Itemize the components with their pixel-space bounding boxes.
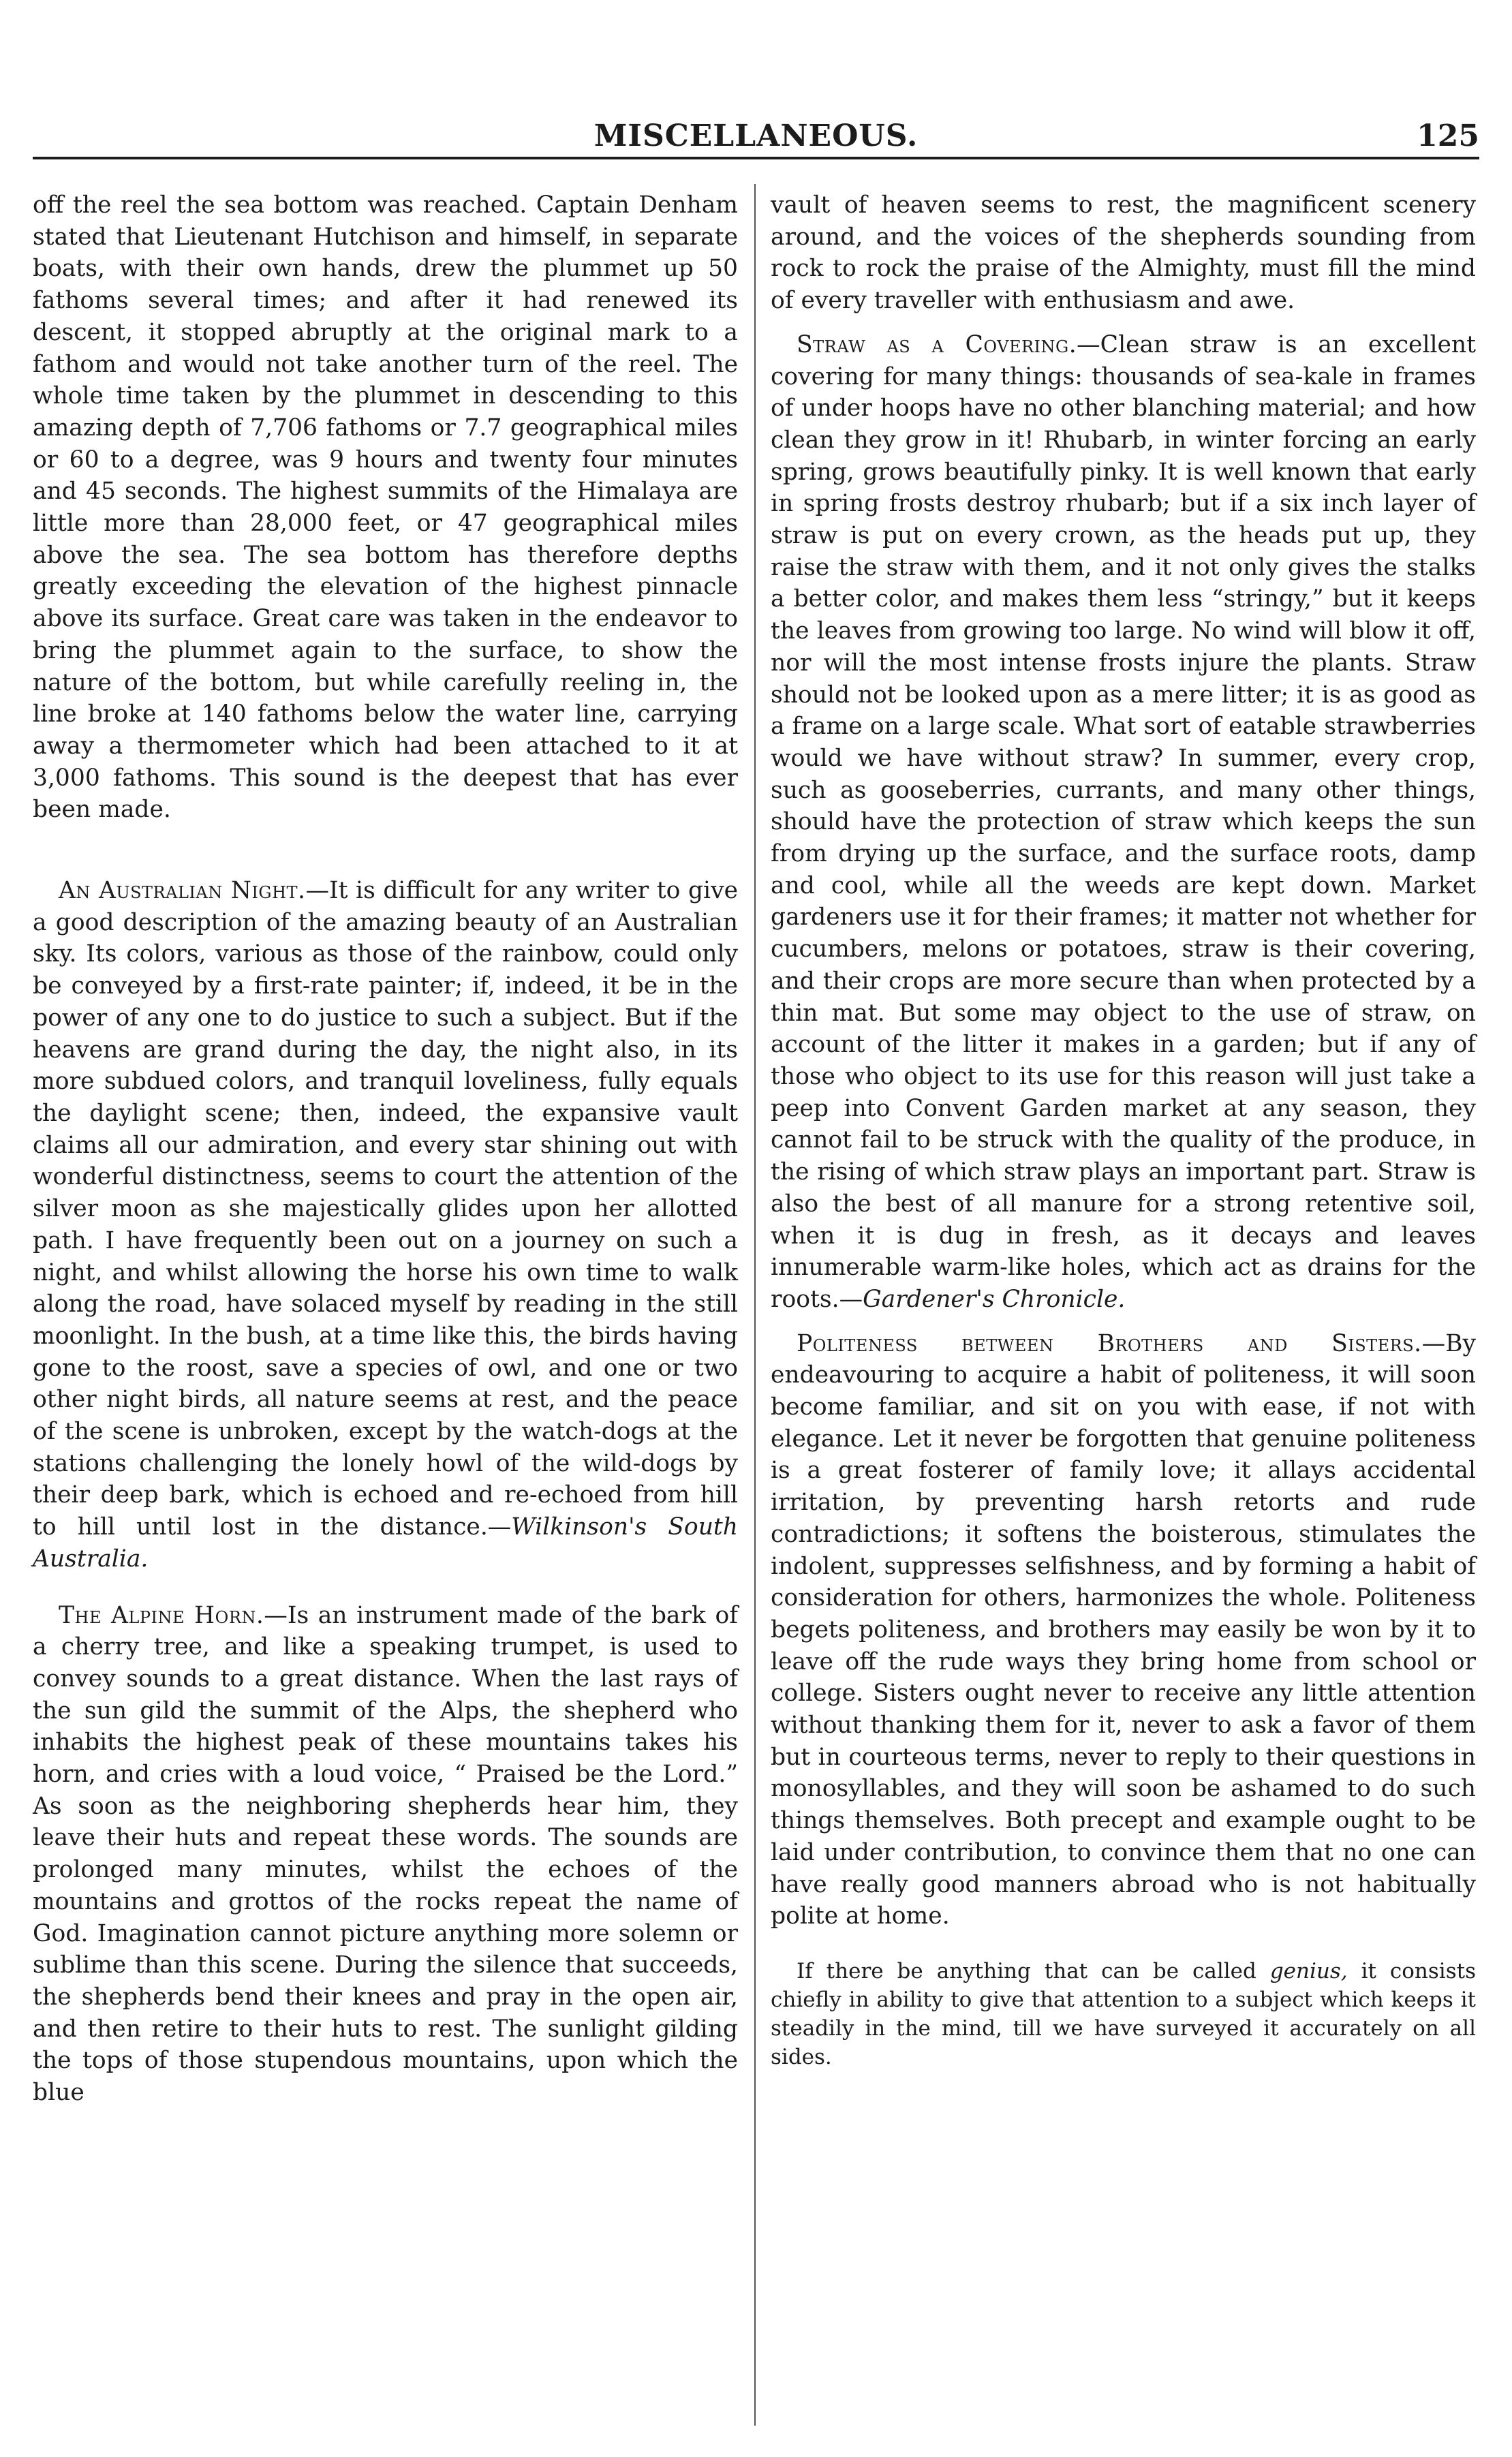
article-attribution: Gardener's Chronicle. — [863, 1285, 1126, 1313]
maxim-emphasis: genius, — [1269, 1958, 1348, 1983]
maxim-genius — [771, 1957, 1476, 2071]
article-heading: Politeness between Brothers and Sisters. — [797, 1329, 1422, 1357]
continued-paragraph: off the reel the sea bottom was reached. Captain Denham stated that Lieutenant Hutchison and himself, in separate boats, with their own hands, drew the plummet up 50 fathoms several times; and after it had renewed its descent, it stopped abruptly at the original mark to a fathom and would not take another turn of the reel. The whole time taken by the plummet in descending to this amazing depth of 7,706 fathoms or 7.7 geographical miles or 60 to a degree, was 9 hours and twenty four minutes and 45 seconds. The highest summits of the Himalaya are little more than 28,000 feet, or 47 geographical miles above the sea. The sea bottom has therefore depths greatly exceeding the elevation of the highest pinnacle above its surface. Great care was taken in the endeavor to bring the plummet again to the surface, to show the nature of the bottom, but while carefully reeling in, the line broke at 140 fathoms below the water line, carrying away a thermometer which had been attached to it at 3,000 fathoms. This sound is the deepest that has ever been made. — [33, 191, 738, 824]
right-column — [771, 189, 1476, 2071]
article-body: —By endeavouring to acquire a habit of politeness, it will soon become familiar, and sit on you with ease, if not with elegance. Let it never be forgotten that genuine politeness is a great fosterer of family love; it allays accidental irritation, by preventing harsh retorts and rude contradictions; it softens the boisterous, stimulates the indolent, suppresses selfishness, and by forming a habit of consideration for others, harmonizes the whole. Politeness begets politeness, and brothers may easily be won by it to leave off the rude ways they bring home from school or college. Sisters ought never to receive any little attention without thanking them for it, never to ask a favor of them but in courteous terms, never to reply to their questions in monosyllables, and they will soon be ashamed to do such things themselves. Both precept and example ought to be laid under contribution, to convince them that no one can have really good manners abroad who is not habitually polite at home. — [771, 1329, 1476, 1930]
header-rule — [33, 157, 1479, 159]
running-title: MISCELLANEOUS. — [593, 119, 919, 153]
continued-paragraph: vault of heaven seems to rest, the magnificent scenery around, and the voices of the shepherds sounding from rock to rock the praise of the Almighty, must fill the mind of every traveller with enthusiasm and awe. — [771, 191, 1476, 315]
running-head — [0, 116, 1512, 164]
page-number: 125 — [1417, 119, 1479, 153]
column-divider — [754, 184, 756, 2426]
article-body: —Clean straw is an excellent covering for many things: thousands of sea-kale in frames of under hoops have no other blanching material; and how clean they grow in it! Rhubarb, in winter forcing an early spring, grows beautifully pinky. It is well known that early in spring frosts destroy rhubarb; but if a six inch layer of straw is put on every crown, as the heads put up, they raise the straw with them, and it not only gives the stalks a better color, and makes them less “stringy,” but it keeps the leaves from growing too large. No wind will blow it off, nor will the most intense frosts injure the plants. Straw should not be looked upon as a mere litter; it is as good as a frame on a large scale. What sort of eatable strawberries would we have without straw? In summer, every crop, such as gooseberries, currants, and many other things, should have the protection of straw which keeps the sun from drying up the surface, and the surface roots, damp and cool, while all the weeds are kept down. Market gardeners use it for their frames; it matter not whether for cucumbers, melons or potatoes, straw is their covering, and their crops are more secure than when protected by a thin mat. But some may object to the use of straw, on account of the litter it makes in a garden; but if any of those who object to its use for this reason will just take a peep into Convent Garden market at any season, they cannot fail to be struck with the quality of the produce, in the rising of which straw plays an important part. Straw is also the best of all manure for a strong retentive soil, when it is dug in fresh, as it decays and leaves innumerable warm-like holes, which act as drains for the roots.— — [771, 330, 1477, 1313]
article-alpine-horn — [33, 1600, 738, 2109]
article-politeness — [771, 1328, 1476, 1932]
left-column — [33, 189, 738, 2109]
article-straw-covering — [771, 329, 1476, 1316]
article-heading: The Alpine Horn. — [59, 1601, 264, 1629]
article-attribution: Wilkinson's South Australia. — [33, 1513, 738, 1573]
maxim-text-start: If there be anything that can be called — [797, 1958, 1270, 1983]
article-heading: Straw as a Covering. — [797, 330, 1077, 358]
article-heading: An Australian Night. — [59, 877, 306, 905]
article-body: —It is difficult for any writer to give a good description of the amazing beauty of an Australian sky. Its colors, various as those of the rainbow, could only be conveyed by a first-rate painter; if, indeed, it be in the power of any one to do justice to such a subject. But if the heavens are grand during the day, the night also, in its more subdued colors, and tranquil loveliness, fully equals the daylight scene; then, indeed, the expansive vault claims all our admiration, and every star shining out with wonderful distinctness, seems to court the attention of the silver moon as she majestically glides upon her allotted path. I have frequently been out on a journey on such a night, and whilst allowing the horse his own time to walk along the road, have solaced myself by reading in the still moonlight. In the bush, at a time like this, the birds having gone to the roost, save a species of owl, and one or two other night birds, all nature seems at rest, and the peace of the scene is unbroken, except by the watch-dogs at the stations challenging the lonely howl of the wild-dogs by their deep bark, which is echoed and re-echoed from hill to hill until lost in the distance.— — [33, 877, 738, 1541]
article-australian-night — [33, 875, 738, 1575]
maxim-text-end: it consists chiefly in ability to give that attention to a subject which keeps it steadily in the mind, till we have surveyed it accurately on all sides. — [771, 1958, 1476, 2069]
article-body: —Is an instrument made of the bark of a cherry tree, and like a speaking trumpet, is used to convey sounds to a great distance. When the last rays of the sun gild the summit of the Alps, the shepherd who inhabits the highest peak of these mountains takes his horn, and cries with a loud voice, “ Praised be the Lord.” As soon as the neighboring shepherds hear him, they leave their huts and repeat these words. The sounds are prolonged many minutes, whilst the echoes of the mountains and grottos of the rocks repeat the name of God. Imagination cannot picture anything more solemn or sublime than this scene. During the silence that succeeds, the shepherds bend their knees and pray in the open air, and then retire to their huts to rest. The sunlight gilding the tops of those stupendous mountains, upon which the blue — [33, 1601, 738, 2107]
